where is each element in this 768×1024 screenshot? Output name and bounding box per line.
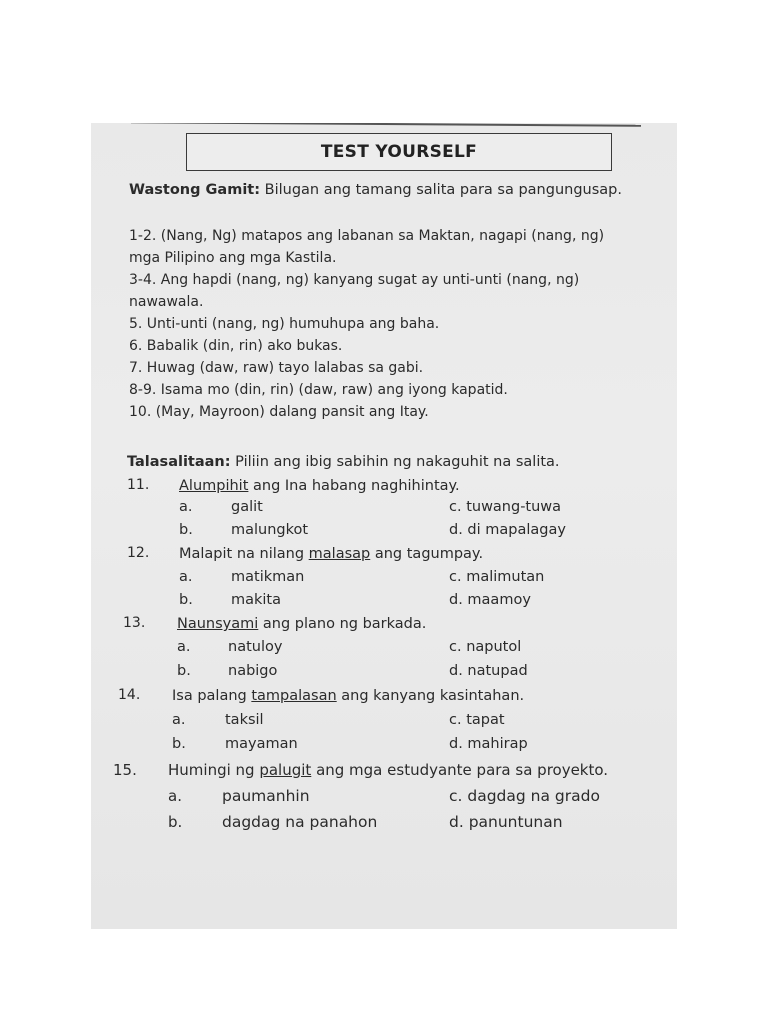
s1-line-1: mga Pilipino ang mga Kastila. xyxy=(129,250,337,266)
item-question xyxy=(177,615,426,633)
choice-a: taksil xyxy=(225,712,264,728)
question-pre: Malapit na nilang xyxy=(179,546,309,562)
question-post: ang mga estudyante para sa proyekto. xyxy=(311,761,609,779)
item-question xyxy=(172,687,524,705)
item-number: 14. xyxy=(118,687,141,703)
question-post: ang kanyang kasintahan. xyxy=(336,688,525,704)
question-pre: Humingi ng xyxy=(168,761,260,779)
s1-line-6: 7. Huwag (daw, raw) tayo lalabas sa gabi. xyxy=(129,360,424,376)
choice-c: c. malimutan xyxy=(449,569,545,585)
choice-d: d. maamoy xyxy=(449,592,531,608)
section2-header xyxy=(127,453,560,471)
choice-d: d. di mapalagay xyxy=(449,522,566,538)
item-question xyxy=(168,761,608,779)
question-post: ang plano ng barkada. xyxy=(258,616,427,632)
item-number: 11. xyxy=(127,477,150,493)
choice-d: d. panuntunan xyxy=(449,813,563,831)
choice-c: c. tapat xyxy=(449,712,505,728)
underlined-word: Alumpihit xyxy=(179,478,249,494)
top-rule xyxy=(131,123,641,127)
choice-a: natuloy xyxy=(228,639,283,655)
section1-header xyxy=(129,181,622,199)
choice-a: matikman xyxy=(231,569,305,585)
item-number: 12. xyxy=(127,545,150,561)
choice-b: makita xyxy=(231,592,282,608)
choice-letter-b: b. xyxy=(168,813,183,831)
question-post: ang Ina habang naghihintay. xyxy=(248,478,460,494)
title-box xyxy=(186,133,612,171)
choice-letter-b: b. xyxy=(179,522,193,538)
choice-c: c. tuwang-tuwa xyxy=(449,499,562,515)
s1-line-3: nawawala. xyxy=(129,294,204,310)
item-question xyxy=(179,545,483,563)
choice-b: dagdag na panahon xyxy=(222,813,378,831)
choice-letter-a: a. xyxy=(179,569,193,585)
choice-letter-a: a. xyxy=(177,639,191,655)
choice-letter-a: a. xyxy=(179,499,193,515)
section1-instruction: Bilugan ang tamang salita para sa pangungusap. xyxy=(264,182,622,198)
question-pre: Isa palang xyxy=(172,688,252,704)
choice-b: malungkot xyxy=(231,522,309,538)
s1-line-4: 5. Unti-unti (nang, ng) humuhupa ang baha. xyxy=(129,316,440,332)
underlined-word: tampalasan xyxy=(251,688,337,704)
choice-letter-a: a. xyxy=(168,787,182,805)
choice-b: mayaman xyxy=(225,736,298,752)
s1-line-7: 8-9. Isama mo (din, rin) (daw, raw) ang iyong kapatid. xyxy=(129,382,508,398)
underlined-word: Naunsyami xyxy=(177,616,259,632)
item-number: 15. xyxy=(113,761,137,779)
choice-d: d. mahirap xyxy=(449,736,528,752)
underlined-word: palugit xyxy=(259,761,312,779)
choice-letter-b: b. xyxy=(179,592,193,608)
question-post: ang tagumpay. xyxy=(370,546,484,562)
section2-heading: Talasalitaan: xyxy=(127,454,231,470)
s1-line-5: 6. Babalik (din, rin) ako bukas. xyxy=(129,338,343,354)
section1-heading: Wastong Gamit: xyxy=(129,182,261,198)
choice-letter-a: a. xyxy=(172,712,186,728)
choice-a: galit xyxy=(231,499,263,515)
choice-letter-b: b. xyxy=(172,736,186,752)
choice-letter-b: b. xyxy=(177,663,191,679)
section2-instruction: Piliin ang ibig sabihin ng nakaguhit na salita. xyxy=(235,454,560,470)
underlined-word: malasap xyxy=(308,546,371,562)
item-question xyxy=(179,477,460,495)
page-title: TEST YOURSELF xyxy=(320,142,478,162)
choice-a: paumanhin xyxy=(222,787,310,805)
worksheet-page xyxy=(91,123,677,929)
choice-b: nabigo xyxy=(228,663,278,679)
choice-c: c. dagdag na grado xyxy=(449,787,600,805)
choice-c: c. naputol xyxy=(449,639,522,655)
item-number: 13. xyxy=(123,615,146,631)
choice-d: d. natupad xyxy=(449,663,528,679)
s1-line-8: 10. (May, Mayroon) dalang pansit ang Itay. xyxy=(129,404,429,420)
s1-line-0: 1-2. (Nang, Ng) matapos ang labanan sa Maktan, nagapi (nang, ng) xyxy=(129,228,605,244)
s1-line-2: 3-4. Ang hapdi (nang, ng) kanyang sugat ay unti-unti (nang, ng) xyxy=(129,272,580,288)
